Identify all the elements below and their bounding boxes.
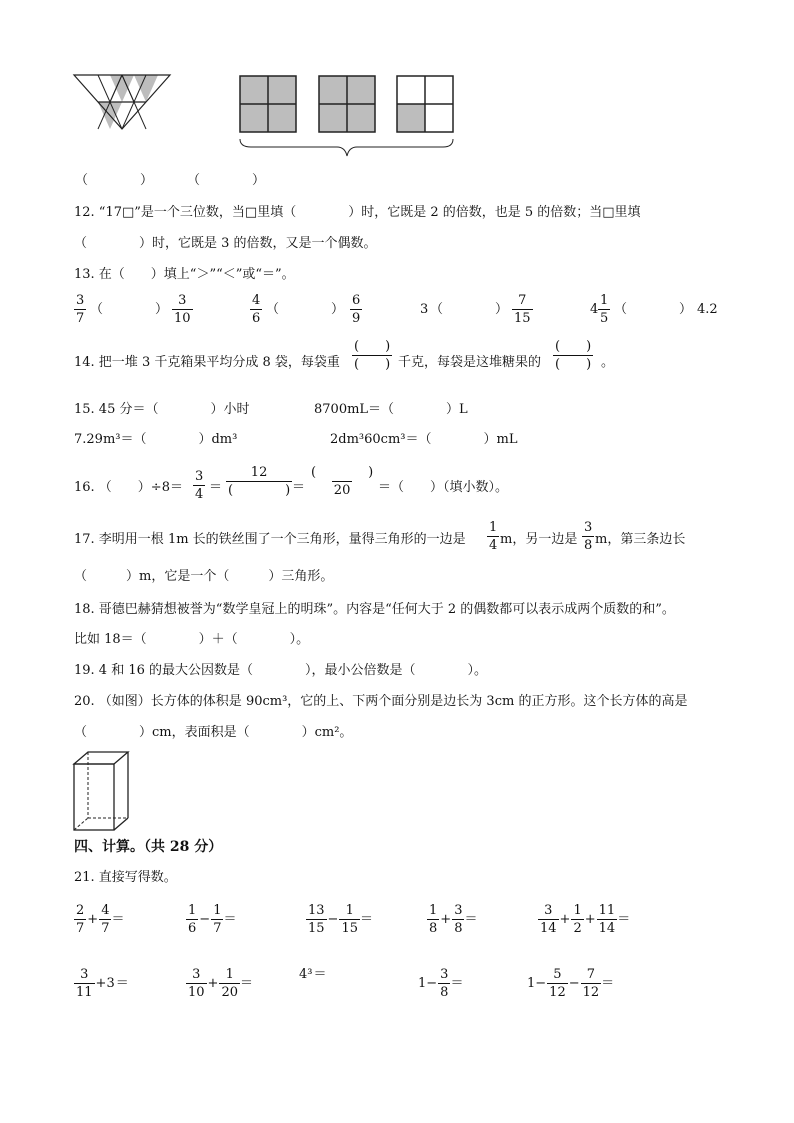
- q14-weight-fraction: ( ) ( ): [354, 339, 391, 372]
- q21-expression: [526, 968, 614, 999]
- fraction: $\frac{7}{12}$: [582, 967, 600, 1000]
- q17-part1: 17. 李明用一根 1m 长的铁丝围了一个三角形，量得三角形的一边是: [74, 532, 466, 547]
- equals-sign: ＝: [450, 976, 464, 991]
- operator: +: [87, 912, 99, 927]
- fraction: $\frac{3}{11}$: [76, 967, 93, 1000]
- q21-expression: [186, 968, 253, 999]
- equals-sign: ＝: [617, 912, 631, 927]
- q17-fraction-2: $\frac{3}{8}$: [584, 520, 593, 553]
- q12-line2: （ ）时，它既是 3 的倍数，又是一个偶数。: [74, 236, 377, 251]
- fraction: $\frac{1}{20}$: [221, 967, 238, 1000]
- q18-line1: 18. 哥德巴赫猜想被誉为“数学皇冠上的明珠”。内容是“任何大于 2 的偶数都可以表示成两个质数的和”。: [74, 602, 675, 617]
- q21-title: 21. 直接写得数。: [74, 870, 177, 885]
- fraction: $\frac{2}{7}$: [76, 903, 85, 936]
- q16-end: ＝（ ）（填小数）。: [378, 480, 509, 495]
- q12-line1: 12. “17□”是一个三位数，当□里填（ ）时，它既是 2 的倍数，也是 5 的倍数；当□里填: [74, 205, 641, 220]
- answer-blank-1: （ ）: [75, 173, 154, 188]
- operator: −: [568, 976, 580, 991]
- fraction: $\frac{11}{14}$: [598, 903, 616, 936]
- equals-sign: ＝: [601, 976, 615, 991]
- equals-sign: ＝: [360, 912, 374, 927]
- q14-share-fraction: ( ) ( ): [555, 339, 592, 372]
- fraction: $\frac{1}{15}$: [341, 903, 358, 936]
- q16-start: 16. （ ）÷8＝: [74, 480, 183, 495]
- fraction: $\frac{1}{2}$: [573, 903, 582, 936]
- q13-blank: （ ）: [266, 302, 345, 317]
- q13-blank: （ ）: [430, 302, 509, 317]
- q14-part1: 14. 把一堆 3 千克箱果平均分成 8 袋，每袋重: [74, 355, 340, 370]
- fraction: $\frac{3}{8}$: [440, 967, 449, 1000]
- q15-d: 2dm³60cm³＝（ ）mL: [330, 432, 518, 447]
- fraction: $\frac{3}{10}$: [188, 967, 205, 1000]
- equals-sign: ＝: [464, 912, 478, 927]
- q17-fraction-1: $\frac{1}{4}$: [489, 520, 498, 553]
- operator: −: [199, 912, 211, 927]
- q21-expression: [74, 968, 129, 999]
- q15-c: 7.29m³＝（ ）dm³: [74, 432, 238, 447]
- q21-expression: [298, 968, 327, 981]
- q21-expression: [427, 904, 477, 935]
- fraction: $\frac{3}{8}$: [454, 903, 463, 936]
- q17-line2: （ ）m，它是一个（ ）三角形。: [74, 569, 334, 584]
- equals-sign: ＝: [115, 976, 129, 991]
- q21-expression: [417, 968, 463, 999]
- q19-text: 19. 4 和 16 的最大公因数是（ ），最小公倍数是（ ）。: [74, 663, 488, 678]
- fraction: $\frac{1}{7}$: [213, 903, 222, 936]
- operator: +: [440, 912, 452, 927]
- operator: +: [584, 912, 596, 927]
- operator: +3: [95, 976, 115, 991]
- q16-fraction-3: ( ) 20: [311, 465, 374, 498]
- q14-part3: 。: [601, 355, 615, 370]
- q16-fraction-2: 12 ( ): [228, 465, 291, 498]
- q20-line1: 20. （如图）长方体的体积是 90cm³，它的上、下两个面分别是边长为 3cm 的正方形。这个长方体的高是: [74, 694, 688, 709]
- operator: 4³: [299, 967, 313, 982]
- operator: +: [559, 912, 571, 927]
- fraction: $\frac{13}{15}$: [308, 903, 325, 936]
- operator: 1−: [527, 976, 547, 991]
- q13-title: 13. 在（ ）填上“＞”“＜”或“＝”。: [74, 267, 295, 282]
- q15-b: 8700mL＝（ ）L: [314, 402, 468, 417]
- answer-blank-2: （ ）: [187, 173, 266, 188]
- q21-expression: [186, 904, 236, 935]
- q13-blank: （ ）: [614, 302, 693, 317]
- operator: −: [327, 912, 339, 927]
- q20-line2: （ ）cm，表面积是（ ）cm²。: [74, 725, 353, 740]
- fraction: $\frac{1}{8}$: [429, 903, 438, 936]
- fraction: $\frac{1}{6}$: [188, 903, 197, 936]
- q17-part2: m，另一边是: [500, 532, 578, 547]
- q13-blank: （ ）: [90, 302, 169, 317]
- q17-part3: m，第三条边长: [595, 532, 686, 547]
- q18-line2: 比如 18＝（ ）＋（ ）。: [74, 632, 310, 647]
- q21-expression: [74, 904, 124, 935]
- section4-title: 四、计算。（共 28 分）: [74, 839, 223, 855]
- equals-sign: ＝: [240, 976, 254, 991]
- equals-sign: ＝: [223, 912, 237, 927]
- equals-sign: ＝: [313, 967, 327, 982]
- equals-sign: ＝: [111, 912, 125, 927]
- operator: +: [207, 976, 219, 991]
- q16-fraction-1: $\frac{3}{4}$: [195, 469, 204, 502]
- cuboid-figure: [72, 750, 132, 832]
- fraction: $\frac{4}{7}$: [101, 903, 110, 936]
- triangle-figure: [72, 75, 172, 131]
- square-grids-figure: [239, 75, 457, 159]
- q14-part2: 千克，每袋是这堆糖果的: [398, 355, 542, 370]
- q21-expression: [538, 904, 630, 935]
- operator: 1−: [418, 976, 438, 991]
- fraction: $\frac{5}{12}$: [549, 967, 566, 1000]
- fraction: $\frac{3}{14}$: [540, 903, 557, 936]
- q15-a: 15. 45 分＝（ ）小时: [74, 402, 250, 417]
- q21-expression: [306, 904, 373, 935]
